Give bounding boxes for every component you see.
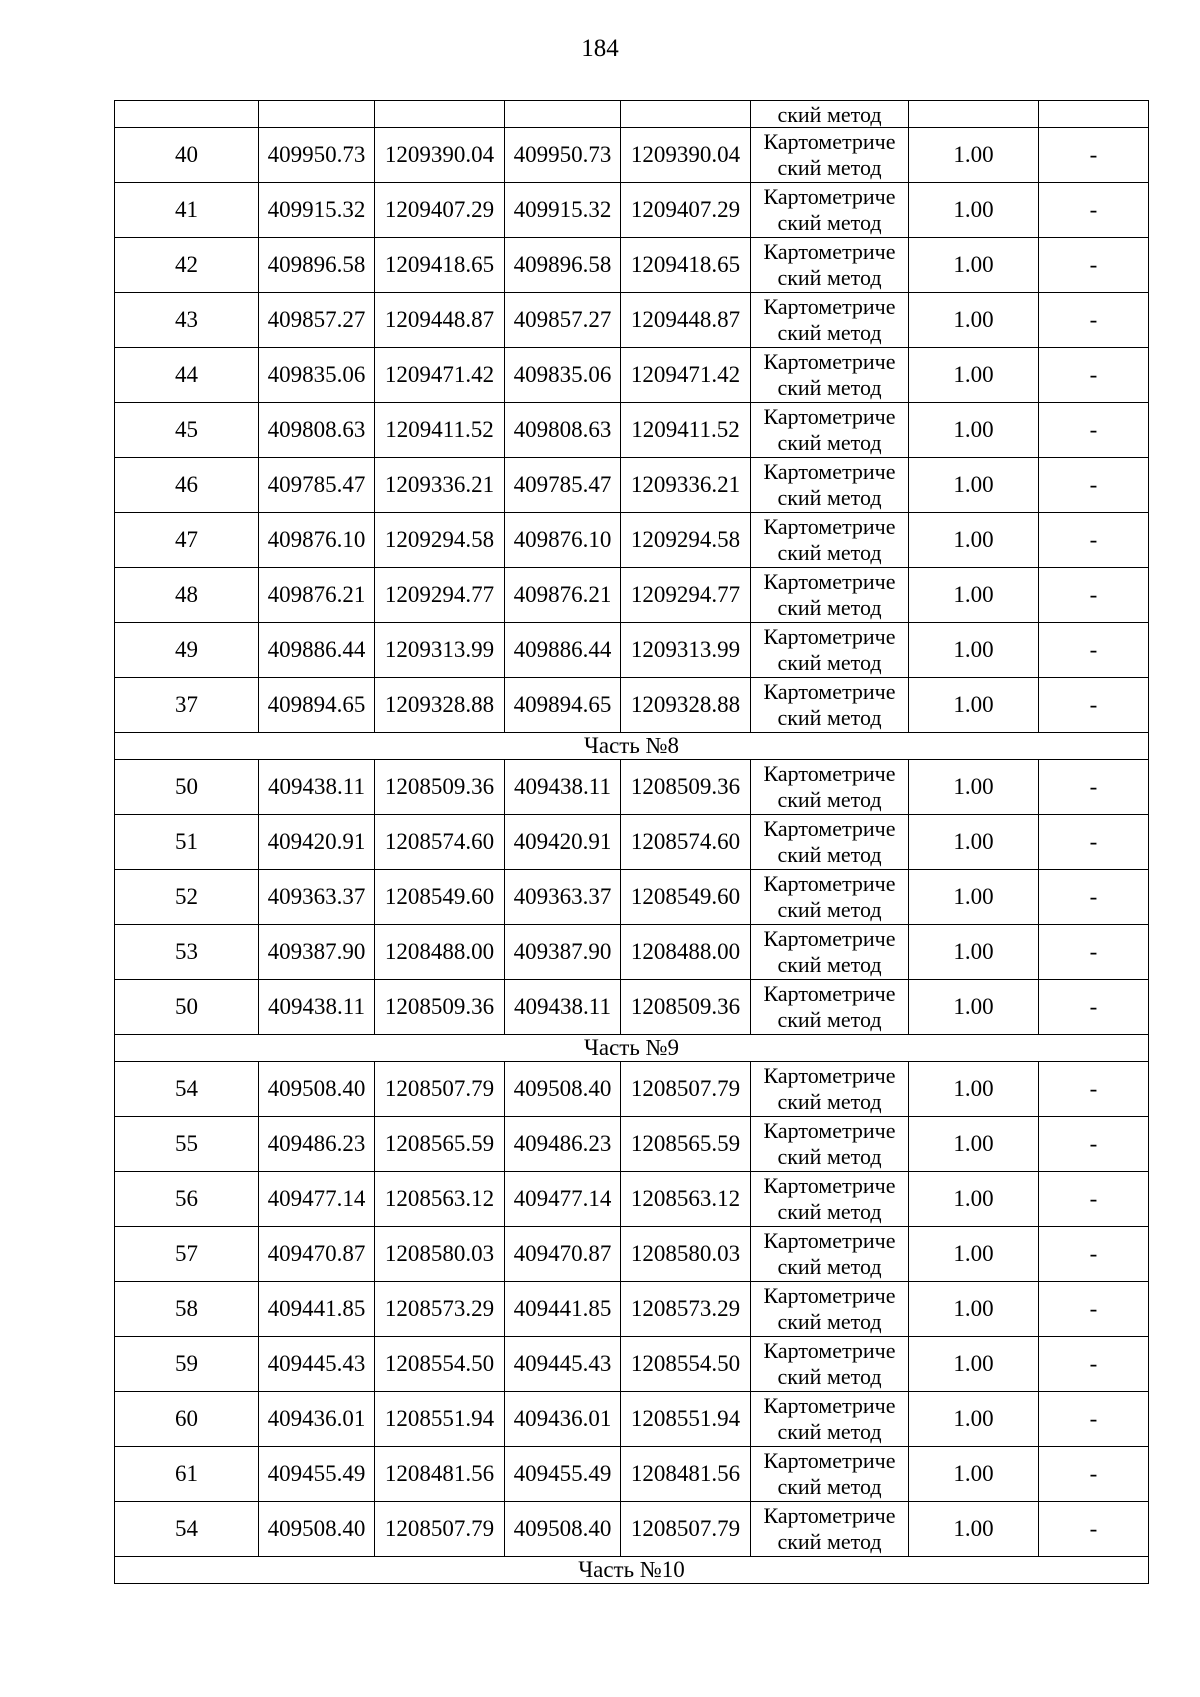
x-existing: 409508.40 [259,1062,375,1117]
method-line-2: ский метод [777,1419,882,1444]
x-existing: 409470.87 [259,1227,375,1282]
method-cell [751,1062,909,1117]
accuracy: 1.00 [909,623,1039,678]
table-row [115,183,1149,238]
y-new: 1209294.58 [621,513,751,568]
point-number: 37 [115,678,259,733]
table-row [115,760,1149,815]
note: - [1039,1337,1149,1392]
y-new: 1209294.77 [621,568,751,623]
accuracy: 1.00 [909,513,1039,568]
y-existing: 1208580.03 [375,1227,505,1282]
y-new: 1208573.29 [621,1282,751,1337]
method-line-2: ский метод [777,540,882,565]
x-new: 409950.73 [505,128,621,183]
note: - [1039,1502,1149,1557]
note: - [1039,1282,1149,1337]
table-row [115,348,1149,403]
point-number: 41 [115,183,259,238]
y-new: 1208549.60 [621,870,751,925]
note: - [1039,1062,1149,1117]
x-new: 409886.44 [505,623,621,678]
y-existing: 1209418.65 [375,238,505,293]
point-number: 40 [115,128,259,183]
method-cell [751,183,909,238]
coordinates-table [114,100,1149,1584]
note: - [1039,458,1149,513]
y-existing: 1208574.60 [375,815,505,870]
point-number: 61 [115,1447,259,1502]
x-existing: 409876.10 [259,513,375,568]
method-cell [751,870,909,925]
method-line-2: ский метод [777,1529,882,1554]
method-line-2: ский метод [777,430,882,455]
note: - [1039,1392,1149,1447]
point-number: 52 [115,870,259,925]
x-existing: 409915.32 [259,183,375,238]
point-number: 50 [115,980,259,1035]
table-row [115,128,1149,183]
method-cell [751,458,909,513]
table-row [115,293,1149,348]
y-existing: 1208509.36 [375,760,505,815]
x-existing: 409808.63 [259,403,375,458]
point-number: 55 [115,1117,259,1172]
y-new: 1209471.42 [621,348,751,403]
table-row [115,1172,1149,1227]
x-existing: 409420.91 [259,815,375,870]
table-row [115,1282,1149,1337]
method-line-2: ский метод [777,1254,882,1279]
note: - [1039,925,1149,980]
note: - [1039,678,1149,733]
y-new: 1209328.88 [621,678,751,733]
method-line-2: ский метод [777,265,882,290]
x-existing: 409387.90 [259,925,375,980]
method-line-2: ский метод [777,952,882,977]
method-line-2: ский метод [777,787,882,812]
y-new: 1208507.79 [621,1062,751,1117]
method-cell [751,925,909,980]
method-cell [751,1447,909,1502]
table-row [115,1502,1149,1557]
point-number: 44 [115,348,259,403]
x-existing: 409857.27 [259,293,375,348]
y-new: 1209407.29 [621,183,751,238]
method-cell [751,760,909,815]
point-number: 60 [115,1392,259,1447]
y-existing: 1209471.42 [375,348,505,403]
method-cell [751,293,909,348]
accuracy: 1.00 [909,348,1039,403]
method-cell [751,1117,909,1172]
point-number: 47 [115,513,259,568]
method-line-1: Картометриче [763,1283,896,1308]
table-row [115,678,1149,733]
y-existing: 1208549.60 [375,870,505,925]
method-cell [751,815,909,870]
method-cell [751,1227,909,1282]
y-new: 1209390.04 [621,128,751,183]
y-existing: 1208563.12 [375,1172,505,1227]
table-row [115,980,1149,1035]
cell-empty [375,101,505,128]
method-line-1: Картометриче [763,239,896,264]
method-cell [751,568,909,623]
part-label: Часть №8 [115,733,1149,760]
part-label: Часть №9 [115,1035,1149,1062]
method-line-2: ский метод [777,1199,882,1224]
accuracy: 1.00 [909,1502,1039,1557]
method-line-2: ский метод [777,1364,882,1389]
y-existing: 1209294.77 [375,568,505,623]
note: - [1039,128,1149,183]
accuracy: 1.00 [909,128,1039,183]
method-line-2: ский метод [777,320,882,345]
method-line-1: Картометриче [763,981,896,1006]
method-line-1: Картометриче [763,679,896,704]
point-number: 56 [115,1172,259,1227]
x-new: 409876.21 [505,568,621,623]
y-new: 1209336.21 [621,458,751,513]
y-existing: 1209407.29 [375,183,505,238]
y-existing: 1208509.36 [375,980,505,1035]
method-line-1: Картометриче [763,1118,896,1143]
point-number: 50 [115,760,259,815]
note: - [1039,815,1149,870]
x-new: 409438.11 [505,760,621,815]
note: - [1039,1227,1149,1282]
accuracy: 1.00 [909,568,1039,623]
method-line-1: Картометриче [763,624,896,649]
y-existing: 1208507.79 [375,1502,505,1557]
x-existing: 409950.73 [259,128,375,183]
x-new: 409477.14 [505,1172,621,1227]
note: - [1039,980,1149,1035]
method-line-1: Картометриче [763,816,896,841]
y-existing: 1209313.99 [375,623,505,678]
continuation-row [115,101,1149,128]
y-existing: 1209448.87 [375,293,505,348]
method-cell [751,980,909,1035]
note: - [1039,568,1149,623]
note: - [1039,1172,1149,1227]
method-line-2: ский метод [777,375,882,400]
point-number: 42 [115,238,259,293]
accuracy: 1.00 [909,1337,1039,1392]
x-existing: 409438.11 [259,760,375,815]
table-row [115,1337,1149,1392]
method-cell [751,1392,909,1447]
method-cell [751,238,909,293]
point-number: 54 [115,1062,259,1117]
y-new: 1208507.79 [621,1502,751,1557]
method-line-1: Картометриче [763,569,896,594]
method-line-1: Картометриче [763,1503,896,1528]
note: - [1039,1117,1149,1172]
table-row [115,815,1149,870]
y-new: 1209411.52 [621,403,751,458]
y-existing: 1208481.56 [375,1447,505,1502]
x-existing: 409896.58 [259,238,375,293]
method-line-1: Картометриче [763,184,896,209]
accuracy: 1.00 [909,1117,1039,1172]
method-cell [751,403,909,458]
y-existing: 1208573.29 [375,1282,505,1337]
point-number: 43 [115,293,259,348]
accuracy: 1.00 [909,1282,1039,1337]
y-new: 1208551.94 [621,1392,751,1447]
method-line-1: Картометриче [763,349,896,374]
x-existing: 409455.49 [259,1447,375,1502]
method-line-2: ский метод [777,595,882,620]
y-existing: 1209294.58 [375,513,505,568]
y-new: 1208563.12 [621,1172,751,1227]
method-line-1: Картометриче [763,129,896,154]
y-new: 1208580.03 [621,1227,751,1282]
accuracy: 1.00 [909,1392,1039,1447]
point-number: 46 [115,458,259,513]
note: - [1039,238,1149,293]
accuracy: 1.00 [909,760,1039,815]
y-new: 1208481.56 [621,1447,751,1502]
accuracy: 1.00 [909,293,1039,348]
y-existing: 1209328.88 [375,678,505,733]
y-existing: 1208554.50 [375,1337,505,1392]
x-new: 409441.85 [505,1282,621,1337]
point-number: 45 [115,403,259,458]
point-number: 48 [115,568,259,623]
method-line-1: Картометриче [763,1063,896,1088]
method-continuation-cell: ский метод [751,101,909,128]
x-new: 409420.91 [505,815,621,870]
note: - [1039,760,1149,815]
accuracy: 1.00 [909,183,1039,238]
x-existing: 409894.65 [259,678,375,733]
cell-empty [621,101,751,128]
accuracy: 1.00 [909,1447,1039,1502]
accuracy: 1.00 [909,870,1039,925]
accuracy: 1.00 [909,458,1039,513]
table-row [115,458,1149,513]
x-new: 409808.63 [505,403,621,458]
method-line-2: ский метод [777,705,882,730]
method-line-2: ский метод [777,1309,882,1334]
method-line-2: ский метод [777,1144,882,1169]
method-line-2: ский метод [777,897,882,922]
method-cell [751,623,909,678]
method-line-1: Картометриче [763,1448,896,1473]
x-existing: 409785.47 [259,458,375,513]
x-new: 409438.11 [505,980,621,1035]
method-line-1: Картометриче [763,1393,896,1418]
note: - [1039,1447,1149,1502]
y-new: 1208574.60 [621,815,751,870]
y-existing: 1208565.59 [375,1117,505,1172]
method-line-2: ский метод [777,210,882,235]
table-row [115,513,1149,568]
cell-empty [909,101,1039,128]
table-row [115,238,1149,293]
note: - [1039,403,1149,458]
method-line-1: Картометриче [763,294,896,319]
point-number: 59 [115,1337,259,1392]
table-row [115,1062,1149,1117]
accuracy: 1.00 [909,403,1039,458]
y-new: 1209448.87 [621,293,751,348]
point-number: 54 [115,1502,259,1557]
x-existing: 409508.40 [259,1502,375,1557]
part-header-row [115,733,1149,760]
y-new: 1209313.99 [621,623,751,678]
cell-empty [505,101,621,128]
method-cell [751,678,909,733]
x-new: 409915.32 [505,183,621,238]
method-line-1: Картометриче [763,1173,896,1198]
x-new: 409785.47 [505,458,621,513]
method-line-2: ский метод [777,1007,882,1032]
cell-empty [259,101,375,128]
point-number: 57 [115,1227,259,1282]
y-new: 1208554.50 [621,1337,751,1392]
y-existing: 1208551.94 [375,1392,505,1447]
x-new: 409896.58 [505,238,621,293]
method-line-1: Картометриче [763,926,896,951]
x-existing: 409886.44 [259,623,375,678]
point-number: 58 [115,1282,259,1337]
x-existing: 409876.21 [259,568,375,623]
method-line-2: ский метод [777,650,882,675]
x-new: 409436.01 [505,1392,621,1447]
accuracy: 1.00 [909,1172,1039,1227]
method-line-2: ский метод [777,485,882,510]
method-line-1: Картометриче [763,1338,896,1363]
table-row [115,925,1149,980]
cell-empty [115,101,259,128]
accuracy: 1.00 [909,1227,1039,1282]
method-cell [751,1502,909,1557]
x-new: 409876.10 [505,513,621,568]
note: - [1039,183,1149,238]
y-new: 1208509.36 [621,760,751,815]
x-new: 409455.49 [505,1447,621,1502]
x-new: 409445.43 [505,1337,621,1392]
method-cell [751,1337,909,1392]
y-existing: 1208507.79 [375,1062,505,1117]
method-cell [751,513,909,568]
x-new: 409857.27 [505,293,621,348]
point-number: 51 [115,815,259,870]
y-new: 1209418.65 [621,238,751,293]
method-line-1: Картометриче [763,514,896,539]
x-existing: 409477.14 [259,1172,375,1227]
method-line-1: Картометриче [763,1228,896,1253]
y-existing: 1209390.04 [375,128,505,183]
x-new: 409363.37 [505,870,621,925]
x-new: 409470.87 [505,1227,621,1282]
x-new: 409387.90 [505,925,621,980]
point-number: 49 [115,623,259,678]
part-header-row [115,1557,1149,1584]
x-existing: 409436.01 [259,1392,375,1447]
y-existing: 1208488.00 [375,925,505,980]
note: - [1039,293,1149,348]
method-cell [751,1172,909,1227]
accuracy: 1.00 [909,815,1039,870]
y-new: 1208488.00 [621,925,751,980]
note: - [1039,623,1149,678]
table-row [115,568,1149,623]
note: - [1039,870,1149,925]
method-line-2: ский метод [777,155,882,180]
y-existing: 1209336.21 [375,458,505,513]
x-new: 409508.40 [505,1062,621,1117]
table-row [115,1392,1149,1447]
part-label: Часть №10 [115,1557,1149,1584]
table-row [115,1227,1149,1282]
y-existing: 1209411.52 [375,403,505,458]
method-line-1: Картометриче [763,459,896,484]
x-new: 409508.40 [505,1502,621,1557]
x-existing: 409438.11 [259,980,375,1035]
method-line-1: Картометриче [763,761,896,786]
accuracy: 1.00 [909,238,1039,293]
x-new: 409894.65 [505,678,621,733]
accuracy: 1.00 [909,1062,1039,1117]
method-line-1: Картометриче [763,871,896,896]
y-new: 1208509.36 [621,980,751,1035]
y-new: 1208565.59 [621,1117,751,1172]
x-existing: 409445.43 [259,1337,375,1392]
method-cell [751,1282,909,1337]
table-row [115,403,1149,458]
part-header-row [115,1035,1149,1062]
point-number: 53 [115,925,259,980]
x-existing: 409441.85 [259,1282,375,1337]
table-row [115,1117,1149,1172]
x-existing: 409363.37 [259,870,375,925]
x-existing: 409835.06 [259,348,375,403]
table-body [115,101,1149,1584]
x-new: 409486.23 [505,1117,621,1172]
accuracy: 1.00 [909,678,1039,733]
page-number: 184 [581,35,619,62]
method-line-2: ский метод [777,842,882,867]
method-cell [751,128,909,183]
method-line-1: Картометриче [763,404,896,429]
table-row [115,870,1149,925]
method-line-2: ский метод [777,1474,882,1499]
accuracy: 1.00 [909,925,1039,980]
x-existing: 409486.23 [259,1117,375,1172]
table-row [115,623,1149,678]
cell-empty [1039,101,1149,128]
accuracy: 1.00 [909,980,1039,1035]
x-new: 409835.06 [505,348,621,403]
note: - [1039,348,1149,403]
method-cell [751,348,909,403]
method-line-2: ский метод [777,1089,882,1114]
note: - [1039,513,1149,568]
table-row [115,1447,1149,1502]
